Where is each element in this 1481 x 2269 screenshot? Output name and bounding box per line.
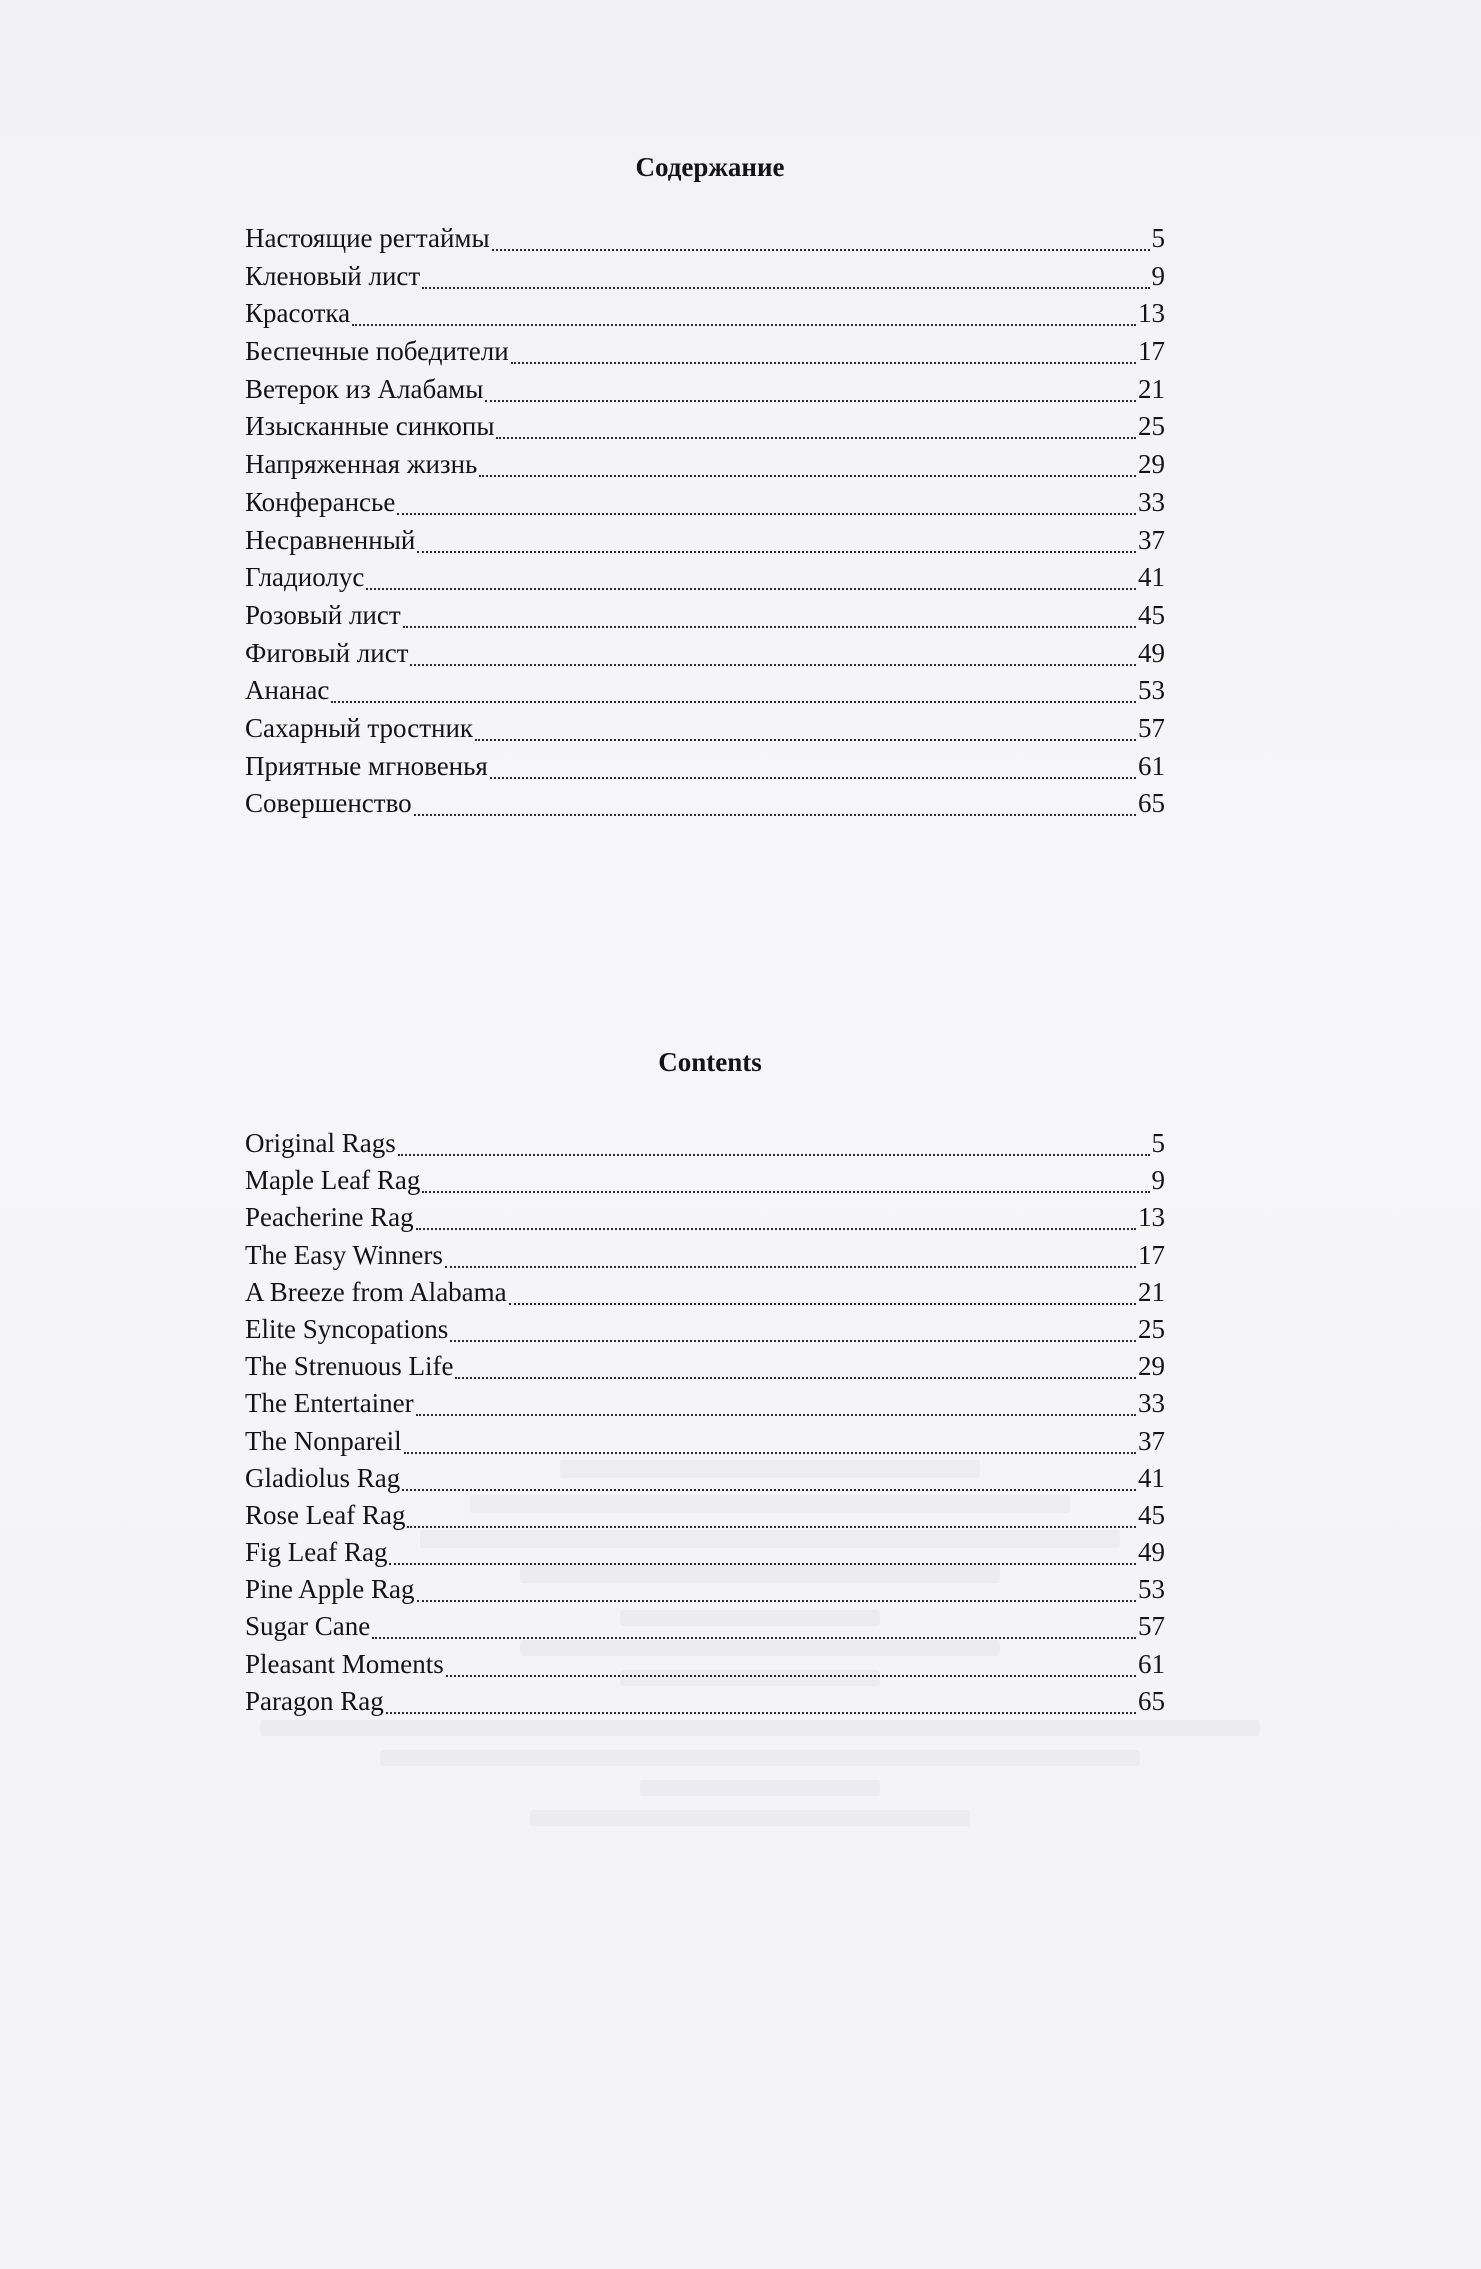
dot-leader bbox=[485, 373, 1136, 402]
dot-leader bbox=[455, 1350, 1136, 1379]
toc-entry bbox=[245, 746, 1165, 784]
dot-leader bbox=[417, 524, 1136, 553]
dot-leader bbox=[446, 1648, 1136, 1677]
toc-entry-title: Красотка bbox=[245, 298, 351, 329]
toc-entry-page-number: 5 bbox=[1151, 223, 1165, 253]
dot-leader bbox=[331, 674, 1136, 703]
toc-entry-page-number: 41 bbox=[1138, 1462, 1165, 1493]
toc-entry bbox=[245, 256, 1165, 294]
toc-entry bbox=[245, 1458, 1165, 1495]
toc-entry-page-number: 49 bbox=[1138, 1537, 1165, 1568]
dot-leader bbox=[366, 561, 1136, 590]
toc-section-russian bbox=[245, 148, 1165, 819]
dot-leader bbox=[422, 1164, 1149, 1193]
toc-entry-page-number: 37 bbox=[1138, 524, 1165, 555]
toc-list-russian bbox=[245, 218, 1165, 821]
toc-entry-page-number: 29 bbox=[1138, 1351, 1165, 1382]
toc-entry bbox=[245, 1309, 1165, 1346]
toc-entry-page-number: 25 bbox=[1138, 1313, 1165, 1344]
toc-entry-page-number: 65 bbox=[1138, 1685, 1165, 1716]
toc-entry-title: Elite Syncopations bbox=[245, 1313, 449, 1344]
toc-entry-page-number: 21 bbox=[1138, 373, 1165, 404]
toc-entry-title: Фиговый лист bbox=[245, 637, 409, 668]
toc-entry-title: Изысканные синкопы bbox=[245, 411, 495, 442]
toc-entry bbox=[245, 1272, 1165, 1309]
toc-entry-page-number: 37 bbox=[1138, 1425, 1165, 1456]
dot-leader bbox=[407, 1499, 1136, 1528]
toc-entry-page-number: 25 bbox=[1138, 411, 1165, 442]
toc-entry-page-number: 33 bbox=[1138, 486, 1165, 517]
dot-leader bbox=[414, 787, 1136, 816]
toc-entry-title: Гладиолус bbox=[245, 562, 365, 593]
toc-entry bbox=[245, 595, 1165, 633]
dot-leader bbox=[445, 1239, 1136, 1268]
toc-entry bbox=[245, 708, 1165, 746]
toc-entry-page-number: 5 bbox=[1151, 1128, 1165, 1158]
dot-leader bbox=[416, 1387, 1136, 1416]
toc-section-english bbox=[245, 1043, 1165, 1716]
toc-entry bbox=[245, 293, 1165, 331]
toc-entry bbox=[245, 369, 1165, 407]
toc-entry-title: Paragon Rag bbox=[245, 1685, 384, 1716]
toc-entry-page-number: 41 bbox=[1138, 562, 1165, 593]
toc-entry bbox=[245, 331, 1165, 369]
toc-entry bbox=[245, 1160, 1165, 1197]
toc-entry-title: Maple Leaf Rag bbox=[245, 1165, 421, 1196]
dot-leader bbox=[386, 1685, 1136, 1714]
toc-entry-title: Розовый лист bbox=[245, 599, 401, 630]
toc-entry-page-number: 13 bbox=[1138, 1202, 1165, 1233]
toc-entry bbox=[245, 1235, 1165, 1272]
toc-entry-page-number: 57 bbox=[1138, 1611, 1165, 1642]
toc-entry-page-number: 13 bbox=[1138, 298, 1165, 329]
toc-entry-title: Pine Apple Rag bbox=[245, 1574, 415, 1605]
toc-entry-title: A Breeze from Alabama bbox=[245, 1276, 507, 1307]
dot-leader bbox=[511, 335, 1136, 364]
toc-entry bbox=[245, 482, 1165, 520]
toc-entry-title: Сахарный тростник bbox=[245, 712, 474, 743]
dot-leader bbox=[404, 1425, 1136, 1454]
toc-entry-title: Sugar Cane bbox=[245, 1611, 371, 1642]
toc-entry-title: Приятные мгновенья bbox=[245, 750, 488, 781]
dot-leader bbox=[492, 222, 1150, 251]
toc-entry-title: The Easy Winners bbox=[245, 1239, 443, 1270]
toc-entry bbox=[245, 1644, 1165, 1681]
toc-entry-title: Peacherine Rag bbox=[245, 1202, 414, 1233]
dot-leader bbox=[479, 448, 1136, 477]
toc-entry-title: Ананас bbox=[245, 675, 330, 706]
toc-entry-page-number: 33 bbox=[1138, 1388, 1165, 1419]
toc-entry-title: Original Rags bbox=[245, 1128, 396, 1158]
toc-entry-page-number: 61 bbox=[1138, 750, 1165, 781]
toc-entry-title: Fig Leaf Rag bbox=[245, 1537, 388, 1568]
toc-entry bbox=[245, 783, 1165, 821]
toc-entry-title: Gladiolus Rag bbox=[245, 1462, 401, 1493]
dot-leader bbox=[397, 486, 1136, 515]
toc-heading-english: Contents bbox=[658, 1047, 762, 1077]
toc-entry-title: The Entertainer bbox=[245, 1388, 414, 1419]
toc-entry-title: Настоящие регтаймы bbox=[245, 223, 490, 253]
toc-entry-title: Pleasant Moments bbox=[245, 1648, 444, 1679]
dot-leader bbox=[450, 1313, 1136, 1342]
toc-entry bbox=[245, 1197, 1165, 1234]
toc-entry-page-number: 21 bbox=[1138, 1276, 1165, 1307]
toc-entry bbox=[245, 1383, 1165, 1420]
toc-entry bbox=[245, 1495, 1165, 1532]
toc-list-english bbox=[245, 1123, 1165, 1718]
dot-leader bbox=[398, 1127, 1150, 1156]
dot-leader bbox=[372, 1610, 1136, 1639]
toc-entry bbox=[245, 520, 1165, 558]
toc-entry bbox=[245, 633, 1165, 671]
toc-heading-russian: Содержание bbox=[635, 152, 785, 182]
toc-entry-page-number: 49 bbox=[1138, 637, 1165, 668]
toc-entry-page-number: 53 bbox=[1138, 1574, 1165, 1605]
toc-entry-title: The Nonpareil bbox=[245, 1425, 402, 1456]
toc-entry-title: Совершенство bbox=[245, 788, 412, 819]
toc-entry-title: Несравненный bbox=[245, 524, 416, 555]
toc-entry bbox=[245, 1606, 1165, 1643]
toc-entry-title: Конферансье bbox=[245, 486, 396, 517]
dot-leader bbox=[509, 1276, 1136, 1305]
toc-entry-page-number: 9 bbox=[1151, 1165, 1165, 1196]
dot-leader bbox=[422, 260, 1149, 289]
toc-entry-page-number: 45 bbox=[1138, 599, 1165, 630]
toc-entry-page-number: 53 bbox=[1138, 675, 1165, 706]
toc-entry-page-number: 61 bbox=[1138, 1648, 1165, 1679]
toc-entry-page-number: 17 bbox=[1138, 336, 1165, 367]
dot-leader bbox=[410, 637, 1136, 666]
dot-leader bbox=[475, 712, 1136, 741]
toc-entry-page-number: 9 bbox=[1151, 260, 1165, 291]
toc-entry-title: Напряженная жизнь bbox=[245, 449, 478, 480]
toc-entry bbox=[245, 1346, 1165, 1383]
toc-entry-title: Ветерок из Алабамы bbox=[245, 373, 484, 404]
dot-leader bbox=[490, 750, 1136, 779]
toc-entry bbox=[245, 1421, 1165, 1458]
toc-entry-page-number: 29 bbox=[1138, 449, 1165, 480]
dot-leader bbox=[352, 297, 1136, 326]
toc-entry bbox=[245, 444, 1165, 482]
toc-entry bbox=[245, 1681, 1165, 1718]
toc-entry-title: Rose Leaf Rag bbox=[245, 1499, 406, 1530]
toc-entry bbox=[245, 1569, 1165, 1606]
dot-leader bbox=[403, 599, 1136, 628]
toc-entry bbox=[245, 1532, 1165, 1569]
dot-leader bbox=[402, 1462, 1136, 1491]
toc-entry bbox=[245, 406, 1165, 444]
toc-entry bbox=[245, 557, 1165, 595]
toc-entry bbox=[245, 1123, 1165, 1160]
toc-entry-title: Беспечные победители bbox=[245, 336, 509, 367]
toc-entry-page-number: 65 bbox=[1138, 788, 1165, 819]
toc-entry-page-number: 57 bbox=[1138, 712, 1165, 743]
toc-entry-page-number: 17 bbox=[1138, 1239, 1165, 1270]
dot-leader bbox=[496, 410, 1136, 439]
dot-leader bbox=[389, 1536, 1136, 1565]
dot-leader bbox=[417, 1573, 1137, 1602]
toc-entry-title: Кленовый лист bbox=[245, 260, 421, 291]
toc-entry-page-number: 45 bbox=[1138, 1499, 1165, 1530]
toc-entry bbox=[245, 218, 1165, 256]
dot-leader bbox=[416, 1201, 1136, 1230]
toc-entry-title: The Strenuous Life bbox=[245, 1351, 454, 1382]
toc-entry bbox=[245, 670, 1165, 708]
